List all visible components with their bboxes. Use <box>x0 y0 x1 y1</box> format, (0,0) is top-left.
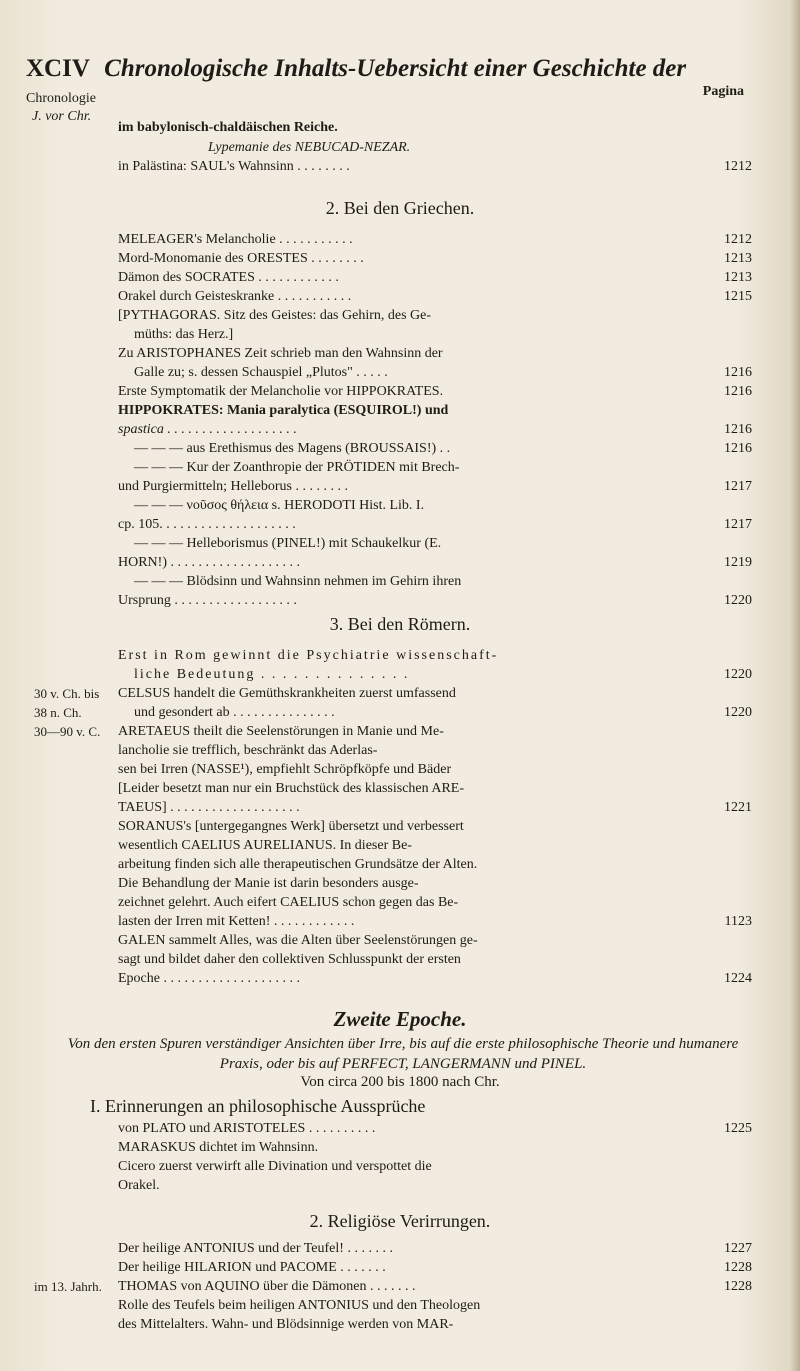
page-number: 1212 <box>724 232 752 247</box>
block-text: Die Behandlung der Manie ist darin besonders ausge- <box>118 876 419 891</box>
running-header <box>26 55 786 83</box>
block-text: Epoche . . . . . . . . . . . . . . . . . . . . <box>118 971 300 986</box>
entry-text: von PLATO und ARISTOTELES . . . . . . . . . . <box>118 1121 376 1136</box>
entry-text: Rolle des Teufels beim heiligen ANTONIUS und den Theologen <box>118 1298 481 1313</box>
entry-text: cp. 105. . . . . . . . . . . . . . . . . . . . <box>118 517 296 532</box>
entry-text: Der heilige HILARION und PACOME . . . . . . . <box>118 1260 386 1275</box>
page-number: 1215 <box>724 289 752 304</box>
block-text: lancholie sie trefflich, beschränkt das Aderlas- <box>118 743 378 758</box>
margin-date: 30 v. Ch. bis <box>34 686 100 701</box>
page-number: 1217 <box>724 479 752 494</box>
block-text: GALEN sammelt Alles, was die Alten über Seelenstörungen ge- <box>118 933 478 948</box>
block-text: TAEUS] . . . . . . . . . . . . . . . . . . . <box>118 800 300 815</box>
block-text: arbeitung finden sich alle therapeutischen Grundsätze der Alten. <box>118 857 478 872</box>
entry-text: — — — νοῦσος θήλεια s. HERODOTI Hist. Lib. I. <box>134 498 425 513</box>
entry-text: Orakel durch Geisteskranke . . . . . . . . . . . <box>118 289 352 304</box>
entry-text: Dämon des SOCRATES . . . . . . . . . . . . <box>118 270 339 285</box>
entry-text: Mord-Monomanie des ORESTES . . . . . . . . <box>118 251 364 266</box>
margin-chronologie: Chronologie <box>26 91 96 106</box>
entry-text: Cicero zuerst verwirft alle Divination und verspottet die <box>118 1159 432 1174</box>
page-number: 1216 <box>724 384 752 399</box>
entry-text: HIPPOKRATES: Mania paralytica (ESQUIROL!) und <box>118 403 449 418</box>
block-text: sen bei Irren (NASSE¹), empfiehlt Schröpfköpfe und Bäder <box>118 762 452 777</box>
page-number: 1228 <box>724 1279 752 1294</box>
entry-text: spastica . . . . . . . . . . . . . . . . . . . <box>118 422 297 437</box>
entry-text: im babylonisch-chaldäischen Reiche. <box>118 120 338 135</box>
entry-text: — — — Helleborismus (PINEL!) mit Schaukelkur (E. <box>134 536 442 551</box>
block-text: wesentlich CAELIUS AURELIANUS. In dieser Be- <box>118 838 412 853</box>
entry-text: THOMAS von AQUINO über die Dämonen . . . . . . . <box>118 1279 416 1294</box>
entry-text: — — — Kur der Zoanthropie der PRÖTIDEN mit Brech- <box>134 460 460 475</box>
section-greeks: 2. Bei den Griechen. <box>325 198 475 218</box>
page-number: 1228 <box>724 1260 752 1275</box>
subsection-religious: 2. Religiöse Verirrungen. <box>309 1211 491 1231</box>
entry-text: Lypemanie des NEBUCAD-NEZAR. <box>208 140 411 155</box>
page-roman-numeral: XCIV <box>26 55 90 82</box>
epoch-span: Von circa 200 bis 1800 nach Chr. <box>300 1074 500 1090</box>
entry-text: Ursprung . . . . . . . . . . . . . . . . . . <box>118 593 297 608</box>
entry-text: Der heilige ANTONIUS und der Teufel! . . . . . . . <box>118 1241 393 1256</box>
entry-text: müths: das Herz.] <box>134 327 234 342</box>
entry-text: in Palästina: SAUL's Wahnsinn . . . . . . . . <box>118 159 350 174</box>
header-title: Chronologische Inhalts-Uebersicht einer Geschichte der <box>104 55 687 82</box>
margin-date: 30—90 v. C. <box>34 724 101 739</box>
entry-text: Erste Symptomatik der Melancholie vor HIPPOKRATES. <box>118 384 444 399</box>
page-number: 1220 <box>724 667 752 682</box>
page-number: 1213 <box>724 270 752 285</box>
subsection-philosophy: I. Erinnerungen an philosophische Aussprüche <box>90 1096 426 1116</box>
entry-text: und Purgiermitteln; Helleborus . . . . . . . . <box>118 479 348 494</box>
block-text: [Leider besetzt man nur ein Bruchstück des klassischen ARE- <box>118 781 465 796</box>
margin-era: J. vor Chr. <box>32 109 92 124</box>
page-number: 1225 <box>724 1121 752 1136</box>
page-number: 1219 <box>724 555 752 570</box>
entry-text: des Mittelalters. Wahn- und Blödsinnige werden von MAR- <box>118 1317 454 1332</box>
page-number: 1220 <box>724 705 752 720</box>
entry-text: Orakel. <box>118 1178 160 1193</box>
entry-text: HORN!) . . . . . . . . . . . . . . . . . . . <box>118 555 300 570</box>
entry-text: — — — aus Erethismus des Magens (BROUSSAIS!) . . <box>134 441 451 456</box>
entry-text: CELSUS handelt die Gemüthskrankheiten zuerst umfassend <box>118 686 456 701</box>
block-text: lasten der Irren mit Ketten! . . . . . . . . . . . . <box>118 914 355 929</box>
block-text: sagt und bildet daher den collektiven Schlusspunkt der ersten <box>118 952 461 967</box>
page-number: 1217 <box>724 517 752 532</box>
entry-text: und gesondert ab . . . . . . . . . . . . . . . <box>134 705 335 720</box>
entry-text: Galle zu; s. dessen Schauspiel „Plutos" . . . . . <box>134 365 388 380</box>
entry-text: MARASKUS dichtet im Wahnsinn. <box>118 1140 319 1155</box>
page-number: 1213 <box>724 251 752 266</box>
entry-text: — — — Blödsinn und Wahnsinn nehmen im Gehirn ihren <box>134 574 462 589</box>
margin-date: 38 n. Ch. <box>34 705 82 720</box>
page-number: 1221 <box>724 800 752 815</box>
page-number: 1227 <box>724 1241 752 1256</box>
block-text: SORANUS's [untergegangnes Werk] übersetzt und verbessert <box>118 819 464 834</box>
page-number: 1220 <box>724 593 752 608</box>
epoch-title: Zweite Epoche. <box>333 1007 467 1031</box>
page-number: 1224 <box>724 971 752 986</box>
entry-text: liche Bedeutung . . . . . . . . . . . . . . <box>134 667 410 682</box>
entry-text: MELEAGER's Melancholie . . . . . . . . . . . <box>118 232 353 247</box>
margin-date: im 13. Jahrh. <box>34 1279 102 1294</box>
epoch-subtitle: Von den ersten Spuren verständiger Ansichten über Irre, bis auf die erste philosophische Theorie und humanere Praxis, oder bis auf PERFECT, LANGERMANN und PINEL. <box>67 1036 739 1072</box>
page-number: 1123 <box>724 914 752 929</box>
page-number: 1212 <box>724 159 752 174</box>
page-number: 1216 <box>724 365 752 380</box>
section-romans: 3. Bei den Römern. <box>329 614 471 634</box>
page-number: 1216 <box>724 422 752 437</box>
entry-text: ARETAEUS theilt die Seelenstörungen in Manie und Me- <box>118 724 444 739</box>
pagina-label: Pagina <box>702 84 744 99</box>
page-number: 1216 <box>724 441 752 456</box>
entry-text: Erst in Rom gewinnt die Psychiatrie wissenschaft- <box>118 648 499 663</box>
entry-text: Zu ARISTOPHANES Zeit schrieb man den Wahnsinn der <box>118 346 443 361</box>
entry-text: [PYTHAGORAS. Sitz des Geistes: das Gehirn, des Ge- <box>118 308 432 323</box>
block-text: zeichnet gelehrt. Auch eifert CAELIUS schon gegen das Be- <box>118 895 459 910</box>
